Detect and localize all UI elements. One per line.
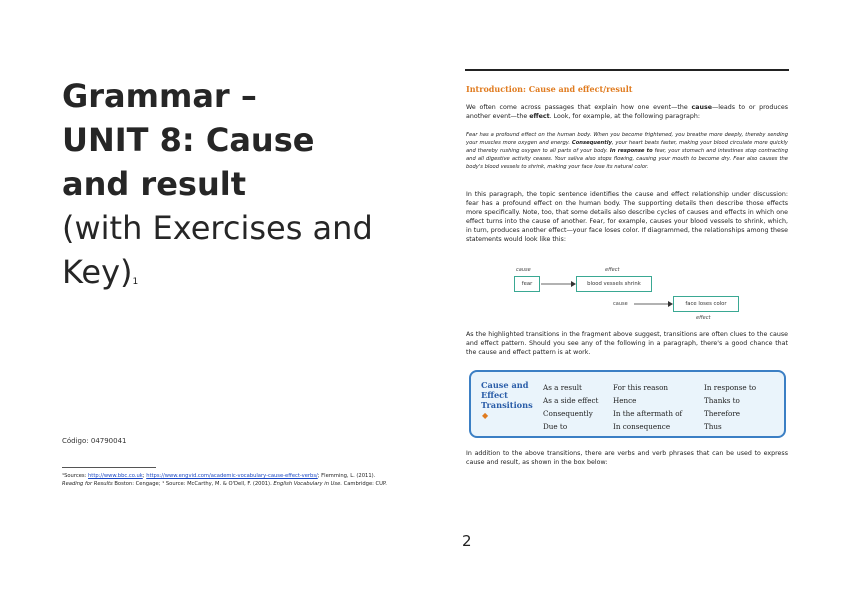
transitions-box-title: Cause and Effect Transitions [481,380,533,410]
footnote-book-title-2: English Vocabulary in Use. [273,480,342,487]
footnote-link-engvid[interactable]: https://www.engvid.com/academic-vocabulary-cause-effect-verbs/ [146,473,318,479]
footnote-text-1: ; Flemming, L. (2011). [317,473,376,479]
diagram-box-face: face loses color [673,296,739,312]
footnote-separator: ; [142,473,147,479]
transitions-column-1 [543,381,598,433]
transition-item: In the aftermath of [613,409,683,418]
title-subtitle-line-2: Key) [62,253,133,291]
footnote-prefix: Sources: [64,473,89,479]
transition-item: Consequently [543,409,593,418]
footnote-text-3: Source: McCarthy, M. & O'Dell, F. (2001). [164,480,274,487]
transition-item: In response to [704,383,757,392]
transition-item: As a side effect [543,396,599,405]
diagram-effect-label-2: effect [696,315,711,321]
diagram-cause-label-2: cause [613,301,628,307]
transitions-intro-paragraph: As the highlighted transitions in the fragment above suggest, transitions are often clues to the cause and effect pattern. Should you see any of the following in a paragraph, there's a good chance that the cause and effect pattern is at work. [466,331,788,356]
title-footnote-marker: 1 [132,277,139,287]
transitions-column-3 [704,381,756,433]
verbs-intro-paragraph: In addition to the above transitions, there are verbs and verb phrases that can be used to express cause and result, as shown in the box below: [466,450,788,466]
example-paragraph [466,131,788,171]
diagram-arrow-1 [540,280,576,288]
highlight-in-response-to: In response to [609,148,653,154]
transition-item: Thanks to [704,396,740,405]
example-text-c: , your heart beats faster, making your blood circulate more quickly and thereby rushing oxygen to all parts of your body. [466,140,788,154]
title-line-3: and result [62,165,246,203]
term-effect: effect [529,113,550,120]
diagram-cause-label: cause [516,267,531,273]
title-line-1: Grammar – [62,77,257,115]
analysis-paragraph: In this paragraph, the topic sentence identifies the cause and effect relationship under discussion: fear has a profound effect on the human body. The supporting details then describe those effects more specifically. Note, too, that some details also describe cycles of causes and effects in which one effect turns into the cause of another. Fear, for example, causes your blood vessels to shrink, which, in turn, produces another effect—your face loses color. If diagrammed, the relationships among these statements would look like this: [466,191,788,243]
footnote-divider [62,467,156,468]
footnote-text-4: Cambridge: CUP. [341,480,387,487]
example-text-d: fear, your stomach and intestines stop contracting and all digestive activity ceases. Your saliva also stops flowing, causing your mouth to become dry. Fear also causes the body's blood vessels to shrink, making your face lose its natural color. [466,148,788,170]
transition-item: For this reason [613,383,669,392]
footnote-marker: ¹ [62,473,65,479]
transition-item: Due to [543,422,568,431]
transition-item: In consequence [613,422,671,431]
footnote-link-bbc[interactable]: http://www.bbc.co.uk [88,473,143,479]
transition-item: As a result [543,383,582,392]
page-number: 2 [462,532,472,550]
title-subtitle-line-1: (with Exercises and [62,209,373,247]
transition-item: Hence [613,396,637,405]
example-text-a: Fear has a profound effect on the human body. When you become frightened, you breathe more deeply, thereby sending your muscles more oxygen and energy. [466,132,788,146]
intro-text-c: . Look, for example, at the following paragraph: [549,113,700,120]
transition-item: Therefore [704,409,741,418]
diamond-icon: ◆ [482,411,489,420]
term-cause: cause [691,104,712,111]
highlight-consequently: Consequently [571,140,612,146]
intro-paragraph [466,103,788,121]
footnote-book-title-1: Reading for Results [62,480,113,487]
intro-text-b: —leads to or produces another event—the [466,104,788,120]
diagram-effect-label: effect [605,267,620,273]
transitions-box [469,370,786,438]
title-line-2: UNIT 8: Cause [62,121,315,159]
transitions-column-2 [613,381,682,433]
document-code: Código: 04790041 [62,437,127,445]
footnote [62,473,392,488]
header-rule [465,69,789,71]
diagram-box-blood-vessels: blood vessels shrink [576,276,652,292]
footnote-text-2: Boston: Cengage; [112,480,163,487]
transition-item: Thus [704,422,722,431]
diagram-box-fear: fear [514,276,540,292]
footnote-marker-2: ¹ [162,480,165,487]
section-heading: Introduction: Cause and effect/result [466,84,633,94]
diagram-arrow-2 [633,300,673,308]
intro-text-a: We often come across passages that explain how one event—the [466,104,692,111]
unit-title [62,74,392,294]
